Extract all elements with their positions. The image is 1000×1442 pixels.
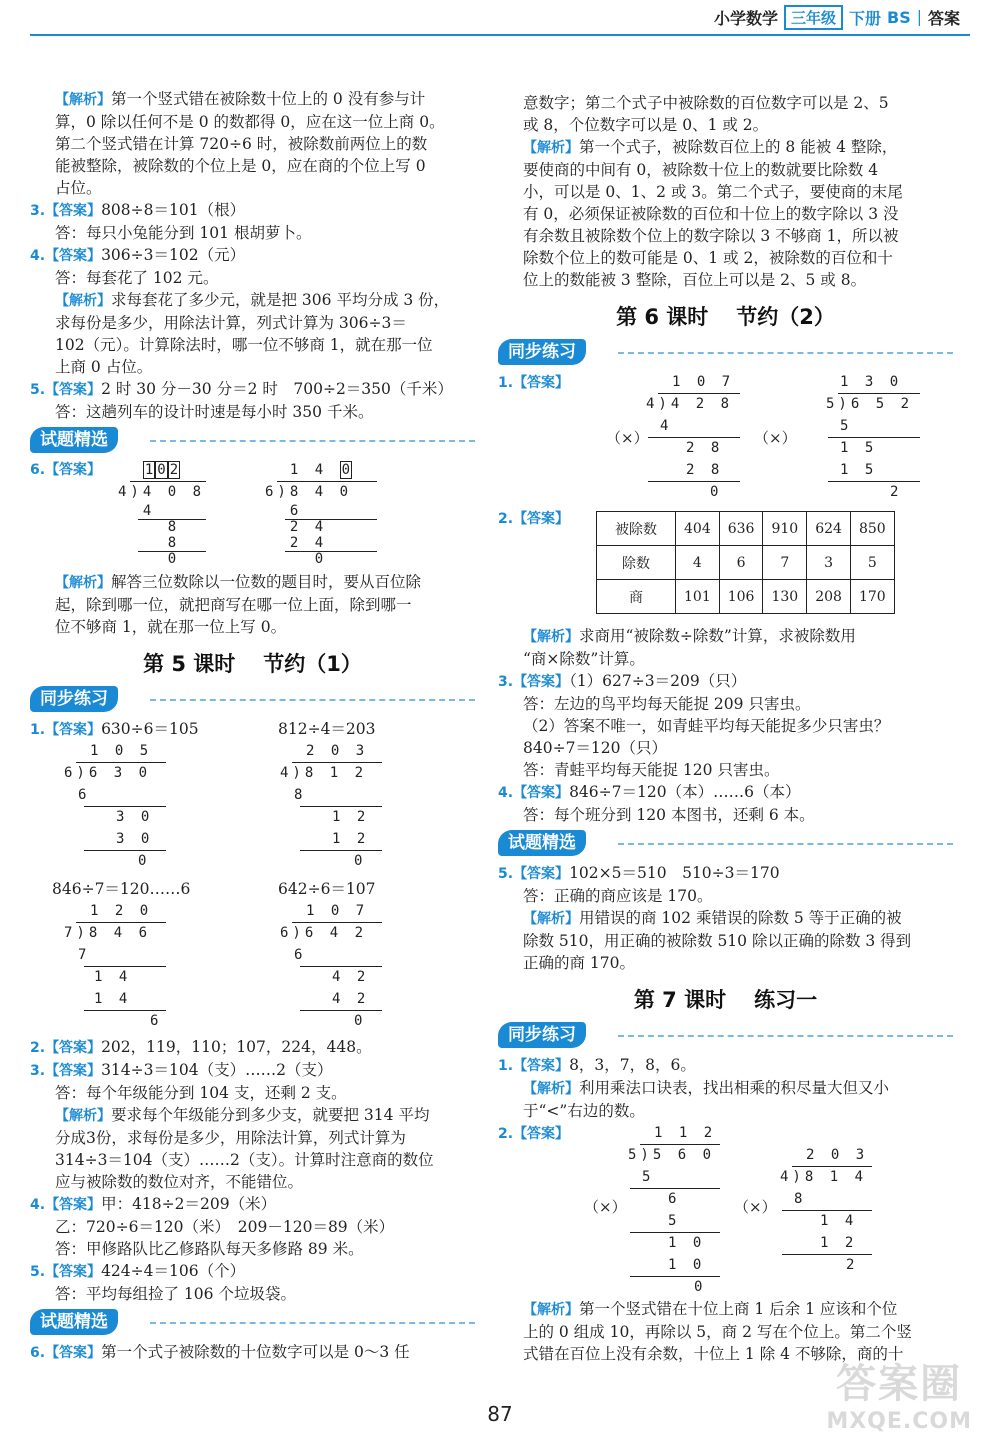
table-row: 被除数 404 636 910 624 850 xyxy=(597,512,895,546)
q3: 3.【答案】808÷8＝101（根） xyxy=(30,201,246,219)
s6q4: 4.【答案】846÷7＝120（本）……6（本） xyxy=(498,783,801,801)
s7q1: 1.【答案】8，3，7，8，6。 xyxy=(498,1056,696,1074)
watermark xyxy=(826,1352,972,1434)
header-rule xyxy=(30,34,970,36)
table-row: 除数 4 6 7 3 5 xyxy=(597,546,895,580)
page-number: 87 xyxy=(487,1402,513,1426)
s6q2-table xyxy=(596,511,895,614)
banner-sync-6: 同步练习 xyxy=(498,339,953,367)
banner-select-6: 试题精选 xyxy=(498,830,953,858)
s5q2: 2.【答案】202，119，110；107，224，448。 xyxy=(30,1038,372,1056)
q6-division-1: 1 0 2 4)4 0 8 4 8 8 0 xyxy=(118,462,206,567)
s5q5: 5.【答案】424÷4＝106（个） xyxy=(30,1262,246,1280)
s6q1-division-1: 1 0 7 4)4 2 8 4 2 8 2 8 0 xyxy=(644,371,744,503)
watermark-url: MXQE.COM xyxy=(826,1409,972,1434)
section-title-6: 第 6 课时 节约（2） xyxy=(616,305,835,329)
header-grade: 三年级 xyxy=(784,5,843,30)
page-header xyxy=(714,0,960,34)
s6q5: 5.【答案】102×5＝510 510÷3＝170 xyxy=(498,864,780,882)
header-volume: 下册 xyxy=(849,8,882,28)
s5q1-division-1: 1 0 5 6)6 3 0 6 3 0 3 0 0 xyxy=(62,740,172,872)
s6q2: 2.【答案】 被除数 404 636 910 624 850 除数 4 6 7 3 5 商 101 106 130 208 170 xyxy=(498,507,953,625)
banner-select-5: 试题精选 xyxy=(30,1309,475,1337)
s6q3: 3.【答案】（1）627÷3＝209（只） xyxy=(498,672,747,690)
header-edition: BS xyxy=(887,7,911,27)
q6-division-2: 1 4 0 6)8 4 0 6 2 4 2 4 0 xyxy=(265,459,352,567)
q4: 4.【答案】306÷3＝102（元） xyxy=(30,246,246,264)
table-row: 商 101 106 130 208 170 xyxy=(597,580,895,614)
section-title-5: 第 5 课时 节约（1） xyxy=(143,652,362,676)
s5q3: 3.【答案】314÷3＝104（支）……2（支） xyxy=(30,1061,333,1079)
header-subject: 小学数学 xyxy=(713,8,778,28)
q5: 5.【答案】2 时 30 分－30 分＝2 时 700÷2＝350（千米） xyxy=(30,380,453,398)
s7q2: 2.【答案】 （×） 1 1 2 5)5 6 0 5 6 5 1 0 1 0 0 （×） 2 0 3 4)8 1 4 8 1 4 1 2 2 xyxy=(498,1122,953,1298)
s5q1: 1.【答案】630÷6＝105 812÷4＝203 1 0 5 6)6 3 0 6 3 0 3 0 0 2 0 3 4)8 1 2 8 1 2 1 2 0 846÷7＝120……6 642÷6＝107 1 2 0 7)8 4 6 7 1 4 1 4 6 1 0 7 6)6 4 2 6 4 2 4 2 0 xyxy=(30,718,475,1036)
banner-sync-7: 同步练习 xyxy=(498,1022,953,1050)
s5q1-division-3: 1 2 0 7)8 4 6 7 1 4 1 4 6 xyxy=(62,900,172,1032)
left-column: 【解析】第一个竖式错在被除数十位上的 0 没有参与计 算，0 除以任何不是 0 的数都得 0，应在这一位上商 0。 第二个竖式错在计算 720÷6 时，被除数前两位上的数 能被整除，被除数的个位上是 0，应在商的个位上写 0 占位。 3.【答案】808÷8＝101（根） 答：每只小兔能分到 101 根胡萝卜。 4.【答案】306÷3＝102（元） 答：每套花了 102 元。 【解析】求每套花了多少元，就是把 306 平均分成 3 份， 求每份是多少，用除法计算，列式计算为 306÷3＝ 102（元）。计算除法时，哪一位不够商 1，就在那一位 上商 0 占位。 5.【答案】2 时 30 分－30 分＝2 时 700÷2＝350（千米） 答：这趟列车的设计时速是每小时 350 千米。 试题精选 6.【答案】 1 0 2 4)4 0 8 4 8 8 0 1 4 0 6)8 4 0 6 2 4 2 4 0 【解析】解答三位数除以一位数的题目时，要从百位除 起，除到哪一位，就把商写在哪一位上面，除到哪一 位不够商 1，就在那一位上写 0。 第 5 课时 节约（1） 同步练习 1.【答案】630÷6＝105 812÷4＝203 1 0 5 6)6 3 0 6 3 0 3 0 0 2 0 3 4)8 1 2 8 1 2 1 2 0 846÷7＝120……6 642÷6＝107 1 2 0 7)8 4 6 7 1 4 1 4 6 1 0 7 6)6 4 2 6 4 2 4 2 0 2.【答案】202，119，110；107，224，448。 3.【答案】314÷3＝104（支）……2（支） 答：每个年级能分到 104 支，还剩 2 支。 【解析】要求每个年级能分到多少支，就要把 314 平均 分成3份，求每份是多少，用除法计算，列式计算为 314÷3＝104（支）……2（支）。计算时注意商的数位 应与被除数的数位对齐，不能错位。 4.【答案】甲：418÷2＝209（米） 乙：720÷6＝120（米） 209－120＝89（米） 答：甲修路队比乙修路队每天多修路 89 米。 5.【答案】424÷4＝106（个） 答：平均每组捡了 106 个垃圾袋。 试题精选 6.【答案】第一个式子被除数的十位数字可以是 0～3 任 xyxy=(30,88,475,1364)
s5q1-division-4: 1 0 7 6)6 4 2 6 4 2 4 2 0 xyxy=(278,900,388,1032)
s7q2-division-2: 2 0 3 4)8 1 4 8 1 4 1 2 2 xyxy=(778,1144,874,1276)
q6: 6.【答案】 1 0 2 4)4 0 8 4 8 8 0 1 4 0 6)8 4 0 6 2 4 2 4 0 xyxy=(30,459,475,571)
s6q1-division-2: 1 3 0 5)6 5 2 5 1 5 1 5 2 xyxy=(824,371,924,503)
banner-select: 试题精选 xyxy=(30,427,475,455)
s7q2-division-1: 1 1 2 5)5 6 0 5 6 5 1 0 1 0 0 xyxy=(626,1122,722,1298)
s6q1: 1.【答案】 （×） 1 0 7 4)4 2 8 4 2 8 2 8 0 （×） 1 3 0 5)6 5 2 5 1 5 1 5 2 xyxy=(498,371,953,507)
watermark-logo: 答案圈 xyxy=(836,1361,963,1407)
right-column: 意数字；第二个式子中被除数的百位数字可以是 2、5 或 8，个位数字可以是 0、1 或 2。 【解析】第一个式子，被除数百位上的 8 能被 4 整除， 要使商的中间有 0，被除数十位上的数就要比除数 4 小，可以是 0、1、2 或 3。第二个式子，要使商的末尾 有 0，必须保证被除数的百位和十位上的数字除以 3 没 有余数且被除数个位上的数字除以 3 不够商 1，所以被 除数个位上的数可能是 0、1 或 2，被除数的百位和十 位上的数能被 3 整除，百位上可以是 2、5 或 8。 第 6 课时 节约（2） 同步练习 1.【答案】 （×） 1 0 7 4)4 2 8 4 2 8 2 8 0 （×） 1 3 0 5)6 5 2 5 1 5 1 5 2 2.【答案】 被除数 404 636 910 624 850 除数 4 6 7 3 5 商 101 106 130 208 170 【解析】求商用“被除数÷除数”计算，求被除数用 “商×除数”计算。 3.【答案】（1）627÷3＝209（只） 答：左边的鸟平均每天能捉 209 只害虫。 （2）答案不唯一，如青蛙平均每天能捉多少只害虫？ 840÷7＝120（只） 答：青蛙平均每天能捉 120 只害虫。 4.【答案】846÷7＝120（本）……6（本） 答：每个班分到 120 本图书，还剩 6 本。 试题精选 5.【答案】102×5＝510 510÷3＝170 答：正确的商应该是 170。 【解析】用错误的商 102 乘错误的除数 5 等于正确的被 除数 510，用正确的被除数 510 除以正确的除数 3 得到 正确的商 170。 第 7 课时 练习一 同步练习 1.【答案】8，3，7，8，6。 【解析】利用乘法口诀表，找出相乘的积尽量大但又小 于“<”右边的数。 2.【答案】 （×） 1 1 2 5)5 6 0 5 6 5 1 0 1 0 0 （×） 2 0 3 4)8 1 4 8 1 4 1 2 2 【解析】第一个竖式错在十位上商 1 后余 1 应该和个位 上的 0 组成 10，再除以 5，商 2 写在个位上。第二个竖 式错在百位上没有余数，十位上 1 除 4 不够除，商的十 xyxy=(498,92,953,1365)
s5q4: 4.【答案】甲：418÷2＝209（米） xyxy=(30,1195,277,1213)
s5q6: 6.【答案】第一个式子被除数的十位数字可以是 0～3 任 xyxy=(30,1343,410,1361)
header-answers: 答案 xyxy=(927,8,960,28)
s5q1-division-2: 2 0 3 4)8 1 2 8 1 2 1 2 0 xyxy=(278,740,388,872)
section-title-7: 第 7 课时 练习一 xyxy=(633,988,818,1012)
header-sep: | xyxy=(916,8,922,26)
banner-sync-5: 同步练习 xyxy=(30,686,475,714)
